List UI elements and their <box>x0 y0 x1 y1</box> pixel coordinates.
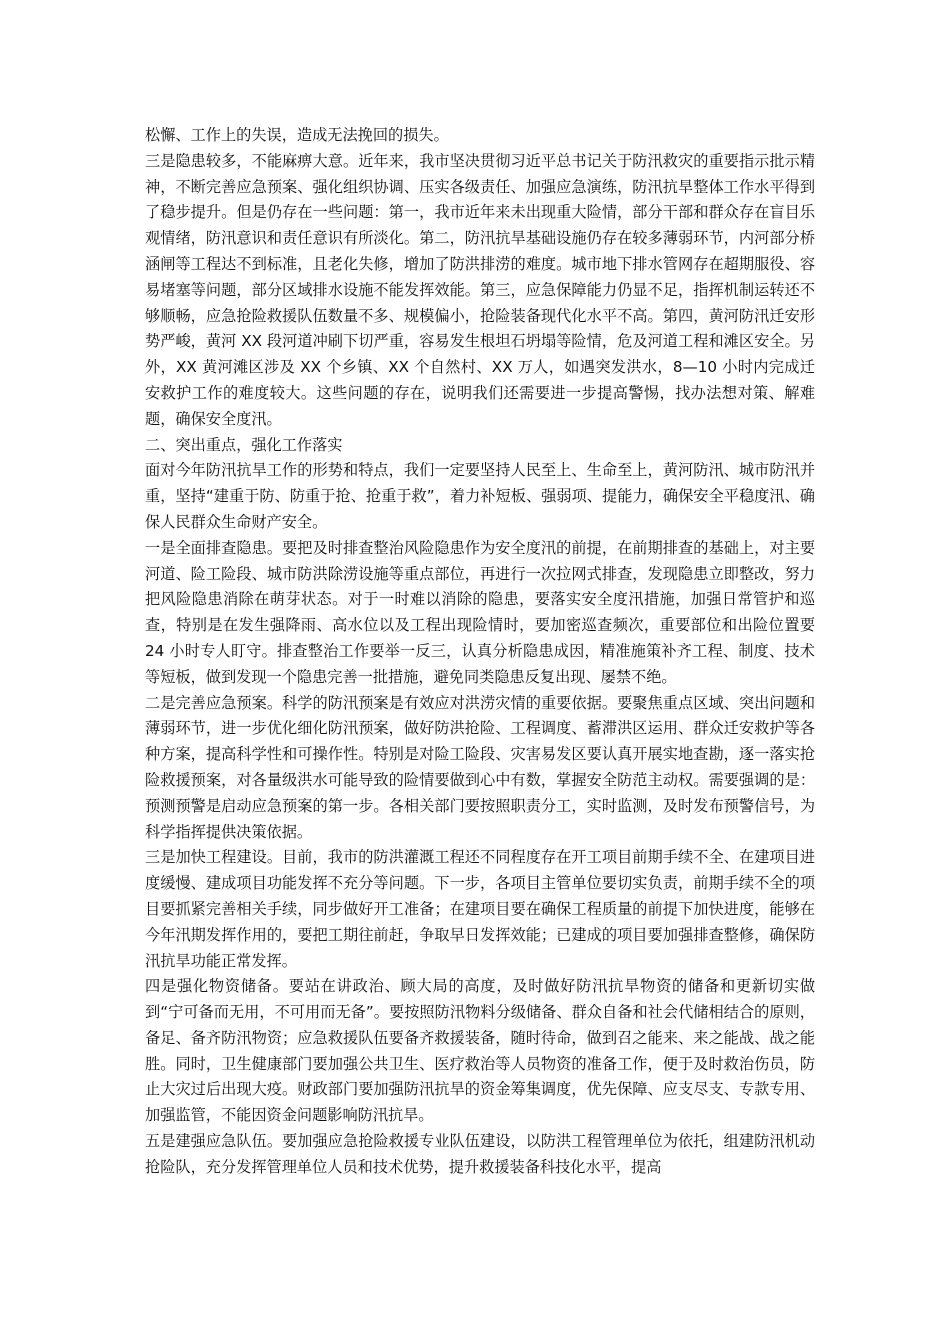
paragraph-2: 三是隐患较多，不能麻痹大意。近年来，我市坚决贯彻习近平总书记关于防汛救灾的重要指示批示精神，不断完善应急预案、强化组织协调、压实各级责任、加强应急演练，防汛抗旱整体工作水平得到了稳步提升。但是仍存在一些问题：第一，我市近年来未出现重大险情，部分干部和群众存在盲目乐观情绪，防汛意识和责任意识有所淡化。第二，防汛抗旱基础设施仍存在较多薄弱环节，内河部分桥涵闸等工程达不到标准，且老化失修，增加了防洪排涝的难度。城市地下排水管网存在超期服役、容易堵塞等问题，部分区域排水设施不能发挥效能。第三，应急保障能力仍显不足，指挥机制运转还不够顺畅，应急抢险救援队伍数量不多、规模偏小，抢险装备现代化水平不高。第四，黄河防汛迁安形势严峻，黄河 XX 段河道冲刷下切严重，容易发生根坦石坍塌等险情，危及河道工程和滩区安全。另外，XX 黄河滩区涉及 XX 个乡镇、XX 个自然村、XX 万人，如遇突发洪水，8—10 小时内完成迁安救护工作的难度较大。这些问题的存在，说明我们还需要进一步提高警惕，找办法想对策、解难题，确保安全度汛。 <box>145 151 815 428</box>
paragraph-3: 面对今年防汛抗旱工作的形势和特点，我们一定要坚持人民至上、生命至上，黄河防汛、城市防汛并重，坚持“建重于防、防重于抢、抢重于救”，着力补短板、强弱项、提能力，确保安全平稳度汛、确保人民群众生命财产安全。 <box>145 461 815 531</box>
paragraph-8: 五是建强应急队伍。要加强应急抢险救援专业队伍建设，以防洪工程管理单位为依托，组建防汛机动抢险队，充分发挥管理单位人员和技术优势，提升救援装备科技化水平，提高 <box>145 1132 815 1176</box>
paragraph-6: 三是加快工程建设。目前，我市的防洪灌溉工程还不同程度存在开工项目前期手续不全、在建项目进度缓慢、建成项目功能发挥不充分等问题。下一步，各项目主管单位要切实负责，前期手续不全的项目要抓紧完善相关手续，同步做好开工准备；在建项目要在确保工程质量的前提下加快进度，能够在今年汛期发挥作用的，要把工期往前赶，争取早日发挥效能；已建成的项目要加强排查整修，确保防汛抗旱功能正常发挥。 <box>145 848 815 970</box>
paragraph-7: 四是强化物资储备。要站在讲政治、顾大局的高度，及时做好防汛抗旱物资的储备和更新切实做到“宁可备而无用，不可用而无备”。要按照防汛物料分级储备、群众自备和社会代储相结合的原则，备足、备齐防汛物资；应急救援队伍要备齐救援装备，随时待命，做到召之能来、来之能战、战之能胜。同时，卫生健康部门要加强公共卫生、医疗救治等人员物资的准备工作，便于及时救治伤员，防止大灾过后出现大疫。财政部门要加强防汛抗旱的资金筹集调度，优先保障、应支尽支、专款专用、加强监管，不能因资金问题影响防汛抗旱。 <box>145 977 815 1125</box>
paragraph-1: 松懈、工作上的失误，造成无法挽回的损失。 <box>145 126 449 144</box>
paragraph-5: 二是完善应急预案。科学的防汛预案是有效应对洪涝灾情的重要依据。要聚焦重点区域、突出问题和薄弱环节，进一步优化细化防汛预案，做好防洪抢险、工程调度、蓄滞洪区运用、群众迁安救护等各种方案，提高科学性和可操作性。特别是对险工险段、灾害易发区要认真开展实地查勘，逐一落实抢险救援预案，对各量级洪水可能导致的险情要做到心中有数，掌握安全防范主动权。需要强调的是：预测预警是启动应急预案的第一步。各相关部门要按照职责分工，实时监测，及时发布预警信号，为科学指挥提供决策依据。 <box>145 693 815 841</box>
document-body <box>145 123 815 1181</box>
paragraph-4: 一是全面排查隐患。要把及时排查整治风险隐患作为安全度汛的前提，在前期排查的基础上，对主要河道、险工险段、城市防洪除涝设施等重点部位，再进行一次拉网式排查，发现隐患立即整改，努力把风险隐患消除在萌芽状态。对于一时难以消除的隐患，要落实安全度汛措施，加强日常管护和巡查，特别是在发生强降雨、高水位以及工程出现险情时，要加密巡查频次，重要部位和出险位置要 24 小时专人盯守。排查整治工作要举一反三，认真分析隐患成因，精准施策补齐工程、制度、技术等短板，做到发现一个隐患完善一批措施，避免同类隐患反复出现、屡禁不绝。 <box>145 538 815 686</box>
section-heading: 二、突出重点，强化工作落实 <box>145 435 343 454</box>
